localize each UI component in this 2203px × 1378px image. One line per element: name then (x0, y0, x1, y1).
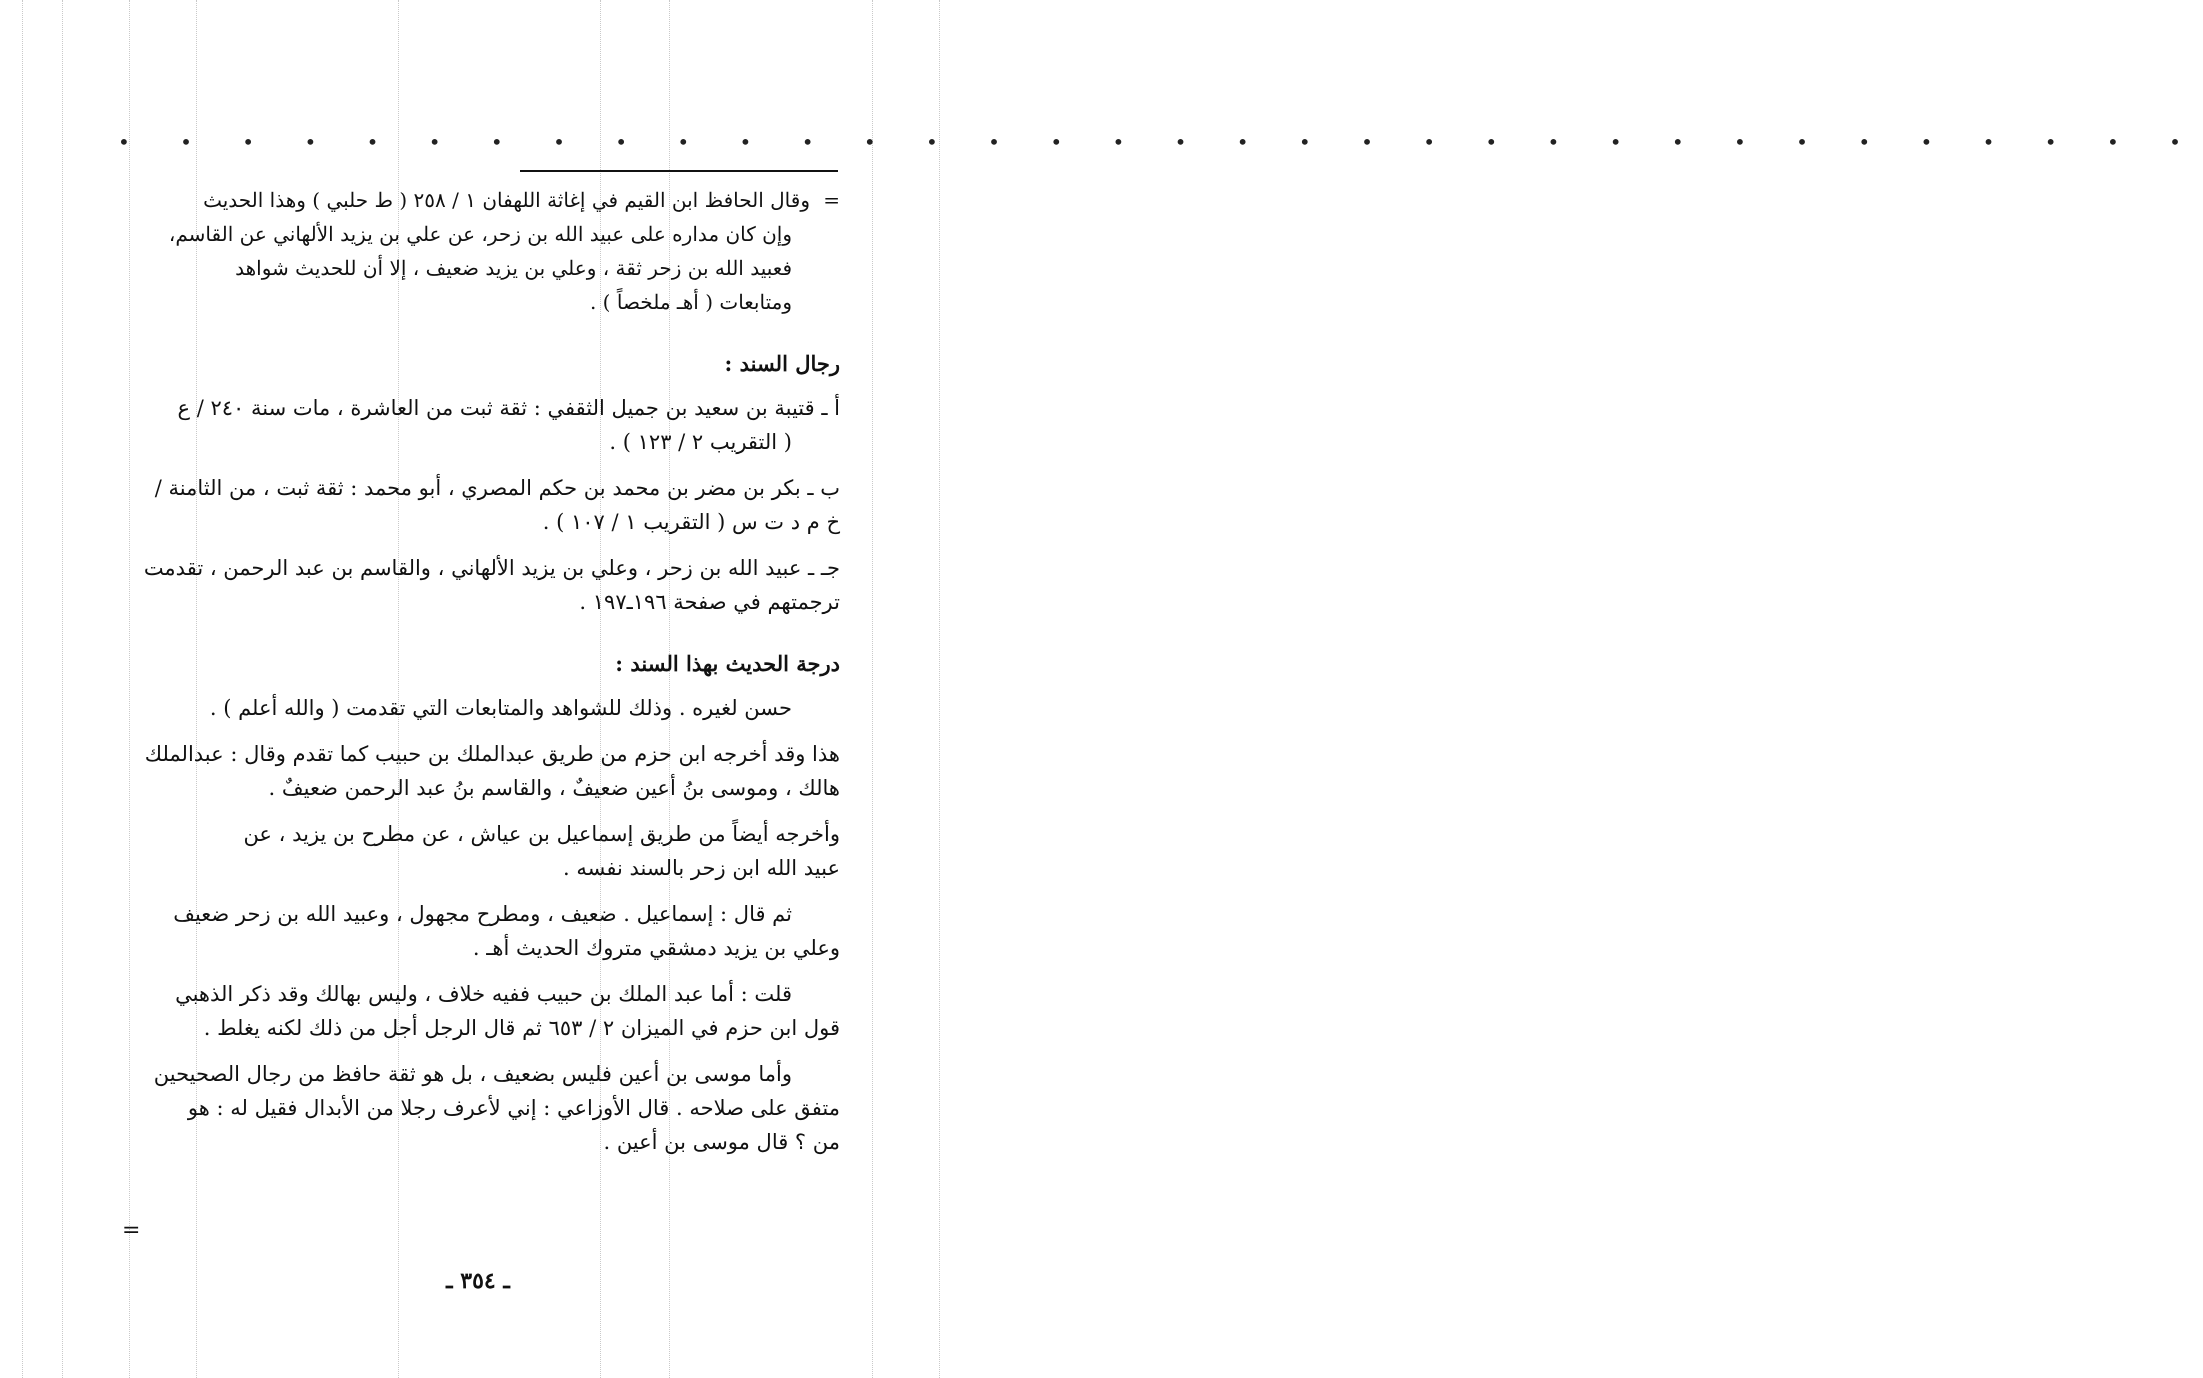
scan-artifact-line (62, 0, 63, 1378)
section-heading-rijal: رجال السند : (724, 351, 840, 376)
paragraph-line: عبيد الله ابن زحر بالسند نفسه . (563, 856, 840, 880)
paragraph-line: حسن لغيره . وذلك للشواهد والمتابعات التي تقدمت ( والله أعلم ) . (209, 696, 792, 720)
narrator-line: خ م د ت س ( التقريب ١ / ١٠٧ ) . (542, 510, 840, 534)
paragraph (115, 897, 840, 965)
paragraph-line: قول ابن حزم في الميزان ٢ / ٦٥٣ ثم قال الرجل أجل من ذلك لكنه يغلط . (203, 1016, 840, 1040)
footnote-block (115, 183, 840, 319)
paragraph (115, 977, 840, 1045)
scan-artifact-line (22, 0, 23, 1378)
page-body (115, 183, 840, 1171)
page-number: ـ ٣٥٤ ـ (446, 1268, 510, 1294)
narrator-line: جـ ـ عبيد الله بن زحر ، وعلي بن يزيد الألهاني ، والقاسم بن عبد الرحمن ، تقدمت (143, 556, 840, 580)
narrator-item (115, 551, 840, 619)
footnote-line: فعبيد الله بن زحر ثقة ، وعلي بن يزيد ضعيف ، إلا أن للحديث شواهد (235, 256, 792, 280)
narrator-item (115, 391, 840, 459)
paragraph-line: وعلي بن يزيد دمشقي متروك الحديث أهـ . (472, 936, 840, 960)
footnote-marker: = (823, 188, 840, 212)
paragraph-line: وأما موسى بن أعين فليس بضعيف ، بل هو ثقة حافظ من رجال الصحيحين (153, 1062, 792, 1086)
paragraph-line: هذا وقد أخرجه ابن حزم من طريق عبدالملك بن حبيب كما تقدم وقال : عبدالملك (144, 742, 840, 766)
footnote-line: ومتابعات ( أهـ ملخصاً ) . (589, 290, 792, 314)
narrator-line: ب ـ بكر بن مضر بن محمد بن حكم المصري ، أبو محمد : ثقة ثبت ، من الثامنة / (154, 476, 840, 500)
narrator-line: ( التقريب ٢ / ١٢٣ ) . (609, 430, 792, 454)
paragraph-line: من ؟ قال موسى بن أعين . (603, 1130, 840, 1154)
scan-artifact-line (939, 0, 940, 1378)
narrator-item (115, 471, 840, 539)
footnote-rule (520, 170, 838, 172)
paragraph-line: متفق على صلاحه . قال الأوزاعي : إني لأعرف رجلا من الأبدال فقيل له : هو (187, 1096, 840, 1120)
section-heading-daraja: درجة الحديث بهذا السند : (615, 651, 840, 676)
paragraph-line: ثم قال : إسماعيل . ضعيف ، ومطرح مجهول ، وعبيد الله بن زحر ضعيف (173, 902, 792, 926)
scan-artifact-line (872, 0, 873, 1378)
paragraph (115, 691, 840, 725)
paragraph (115, 737, 840, 805)
paragraph-line: هالك ، وموسى بنُ أعين ضعيفٌ ، والقاسم بنُ عبد الرحمن ضعيفٌ . (268, 776, 840, 800)
narrator-line: أ ـ قتيبة بن سعيد بن جميل الثقفي : ثقة ثبت من العاشرة ، مات سنة ٢٤٠ / ع (177, 396, 840, 420)
continuation-marker: = (122, 1218, 141, 1243)
footnote-line: وإن كان مداره على عبيد الله بن زحر، عن علي بن يزيد الألهاني عن القاسم، (168, 222, 792, 246)
dot-leader-separator: • • • • • • • • • • • • • • • • • • • • • • • • • • • • • • • • • • (118, 130, 2203, 154)
paragraph (115, 1057, 840, 1159)
paragraph (115, 817, 840, 885)
paragraph-line: قلت : أما عبد الملك بن حبيب ففيه خلاف ، وليس بهالك وقد ذكر الذهبي (175, 982, 792, 1006)
paragraph-line: وأخرجه أيضاً من طريق إسماعيل بن عياش ، عن مطرح بن يزيد ، عن (243, 822, 840, 846)
narrator-line: ترجمتهم في صفحة ١٩٦ـ١٩٧ . (579, 590, 840, 614)
footnote-line: =وقال الحافظ ابن القيم في إغاثة اللهفان ١ / ٢٥٨ ( ط حلبي ) وهذا الحديث (115, 183, 840, 217)
